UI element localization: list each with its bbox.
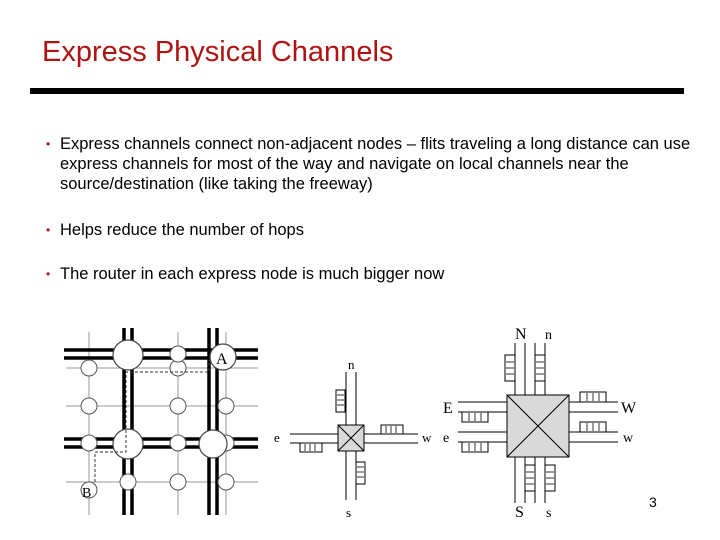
bullet-marker: • — [46, 137, 51, 151]
express-router-label-N: N — [515, 326, 527, 343]
express-router-label-n: n — [545, 328, 552, 343]
local-router-diagram — [290, 372, 418, 500]
bullet-text: Express channels connect non-adjacent nodes – flits traveling a long distance can use express channels for most of the way and navigate on local channels near the source/destination (like taking the freeway) — [60, 135, 691, 193]
bullet-marker: • — [46, 267, 51, 281]
express-router-label-W: W — [621, 400, 637, 417]
express-router-label-w: w — [623, 431, 634, 446]
bullet-marker: • — [46, 223, 51, 237]
local-router-label-e: e — [274, 430, 280, 445]
bullet-text: Helps reduce the number of hops — [60, 221, 304, 239]
express-mesh-diagram — [64, 328, 258, 515]
express-router-label-e: e — [443, 431, 450, 446]
local-router-label-n: n — [348, 357, 355, 372]
express-router-label-E: E — [443, 400, 453, 417]
mesh-node-label-a: A — [216, 351, 228, 368]
bullet-text: The router in each express node is much bigger now — [60, 265, 445, 283]
local-router-label-s: s — [346, 505, 352, 520]
slide-title: Express Physical Channels — [42, 36, 394, 68]
express-router-diagram — [458, 343, 618, 503]
mesh-node-label-b: B — [82, 486, 92, 501]
express-router-label-S: S — [515, 504, 524, 521]
express-router-label-s: s — [546, 506, 552, 521]
page-number: 3 — [649, 494, 657, 510]
local-router-label-w: w — [422, 430, 432, 445]
